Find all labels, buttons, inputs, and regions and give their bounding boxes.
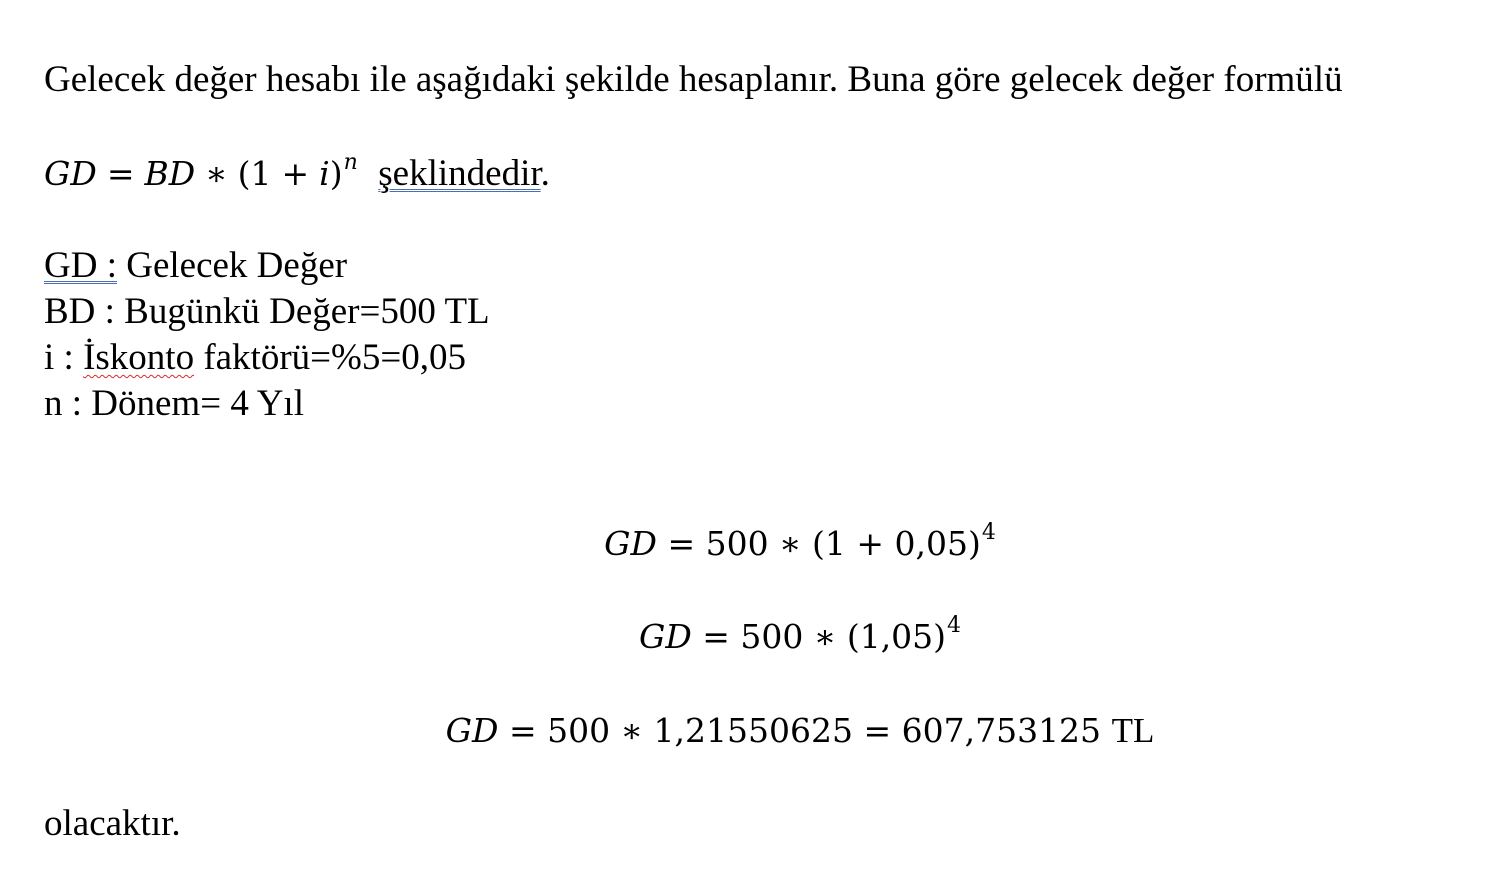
formula-exponent-n: n xyxy=(343,150,358,175)
formula-suffix-word: şeklindedir xyxy=(378,153,541,194)
conclusion-text: olacaktır. xyxy=(44,803,181,844)
step3-rhs: = 500 ∗ 1,21550625 = 607,753125 xyxy=(508,711,1102,750)
definition-bd: BD : Bugünkü Değer=500 TL xyxy=(44,291,490,332)
formula-gd: GD xyxy=(44,154,97,193)
step2-exponent: 4 xyxy=(947,613,962,638)
formula-equals: = xyxy=(106,154,135,193)
intro-paragraph: Gelecek değer hesabı ile aşağıdaki şekilde hesaplanır. Buna göre gelecek değer formülü xyxy=(44,59,1343,100)
formula-math xyxy=(44,150,368,193)
formula-times: ∗ xyxy=(205,154,228,193)
step3-unit: TL xyxy=(1111,711,1155,750)
formula-close: ) xyxy=(329,154,343,193)
definition-n: n : Dönem= 4 Yıl xyxy=(44,383,304,424)
formula-bd: BD xyxy=(144,154,196,193)
definition-i-word: İskonto xyxy=(83,337,195,378)
calculation-step-3 xyxy=(0,709,1505,753)
definition-gd-text: Gelecek Değer xyxy=(116,245,348,286)
formula-suffix-punct: . xyxy=(540,153,550,194)
step3-gd: GD xyxy=(445,711,499,750)
step1-rhs: = 500 ∗ (1 + 0,05) xyxy=(667,524,981,563)
definition-i xyxy=(44,336,466,380)
calculation-step-2 xyxy=(0,615,1505,659)
definition-gd xyxy=(44,244,347,288)
definition-gd-abbr: GD : xyxy=(44,245,117,286)
step1-exponent: 4 xyxy=(981,520,996,545)
formula-line xyxy=(44,152,550,196)
step2-rhs: = 500 ∗ (1,05) xyxy=(702,617,947,656)
formula-open: (1 xyxy=(237,154,272,193)
formula-i: i xyxy=(319,154,330,193)
definition-i-text: faktörü=%5=0,05 xyxy=(194,337,466,378)
definition-i-prefix: i : xyxy=(44,337,84,378)
step2-gd: GD xyxy=(638,617,692,656)
formula-plus: + xyxy=(281,154,310,193)
step1-gd: GD xyxy=(604,524,657,563)
calculation-step-1 xyxy=(0,522,1505,566)
